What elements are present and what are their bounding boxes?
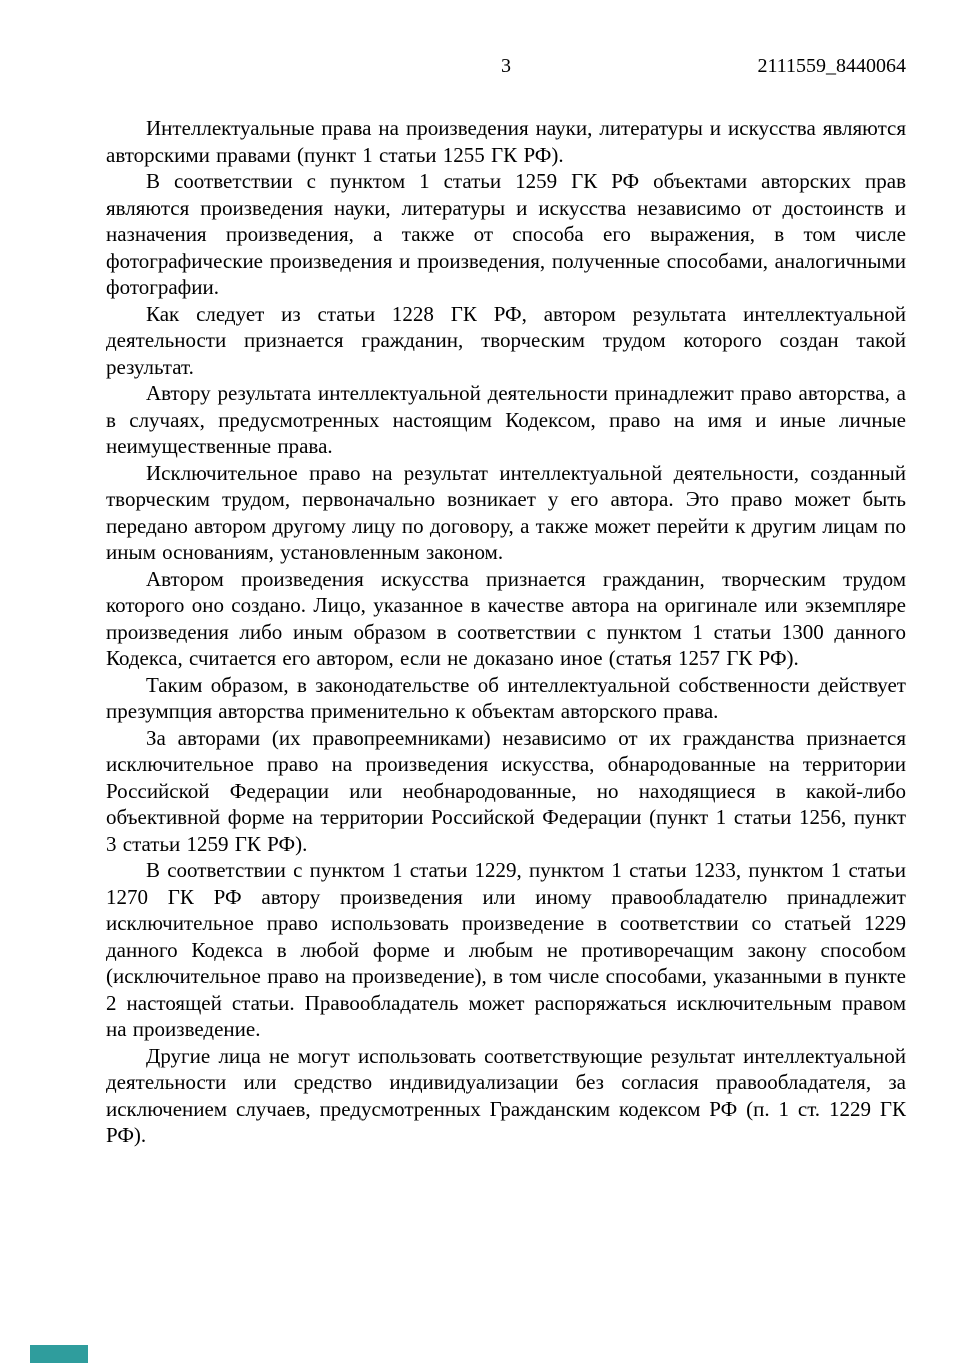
paragraph: Другие лица не могут использовать соответствующие результат интеллектуальной деятельности или средство индивидуализации без согласия правообладателя, за исключением случаев, предусмотренных Гражданским кодексом РФ (п. 1 ст. 1229 ГК РФ). bbox=[106, 1043, 906, 1147]
page-number: 3 bbox=[501, 55, 511, 77]
page-header bbox=[106, 53, 906, 79]
paragraph: Автором произведения искусства признается гражданин, творческим трудом которого оно создано. Лицо, указанное в качестве автора на оригинале или экземпляре произведения либо иным образом в соответствии с пунктом 1 статьи 1300 данного Кодекса, считается его автором, если не доказано иное (статья 1257 ГК РФ). bbox=[106, 566, 906, 670]
paragraph: Интеллектуальные права на произведения науки, литературы и искусства являются авторскими правами (пункт 1 статьи 1255 ГК РФ). bbox=[106, 116, 906, 167]
paragraph: Как следует из статьи 1228 ГК РФ, автором результата интеллектуальной деятельности признается гражданин, творческим трудом которого создан такой результат. bbox=[106, 301, 906, 379]
paragraph: Таким образом, в законодательстве об интеллектуальной собственности действует презумпция авторства применительно к объектам авторского права. bbox=[106, 672, 906, 723]
document-body bbox=[106, 115, 906, 1149]
paragraph: В соответствии с пунктом 1 статьи 1259 ГК РФ объектами авторских прав являются произведения науки, литературы и искусства независимо от достоинств и назначения произведения, а также от способа его выражения, в том числе фотографические произведения и произведения, полученные способами, аналогичными фотографии. bbox=[106, 169, 906, 299]
paragraph: В соответствии с пунктом 1 статьи 1229, пунктом 1 статьи 1233, пунктом 1 статьи 1270 ГК РФ автору произведения или иному правообладателю принадлежит исключительное право использовать произведение в соответствии со статьей 1229 данного Кодекса в любой форме и любым не противоречащим закону способом (исключительное право на произведение), в том числе способами, указанными в пункте 2 настоящей статьи. Правообладатель может распоряжаться исключительным правом на произведение. bbox=[106, 858, 906, 1041]
paragraph: Автору результата интеллектуальной деятельности принадлежит право авторства, а в случаях, предусмотренных настоящим Кодексом, право на имя и иные личные неимущественные права. bbox=[106, 381, 906, 458]
paragraph: За авторами (их правопреемниками) независимо от их гражданства признается исключительное право на произведения искусства, обнародованные на территории Российской Федерации или необнародованные, но находящиеся в какой-либо объективной форме на территории Российской Федерации (пункт 1 статьи 1256, пункт 3 статьи 1259 ГК РФ). bbox=[106, 725, 906, 856]
document-id: 2111559_8440064 bbox=[757, 55, 906, 77]
corner-mark bbox=[30, 1345, 88, 1363]
paragraph: Исключительное право на результат интеллектуальной деятельности, созданный творческим трудом, первоначально возникает у его автора. Это право может быть передано автором другому лицу по договору, а также может перейти к другим лицам по иным основаниям, установленным законом. bbox=[106, 460, 906, 564]
